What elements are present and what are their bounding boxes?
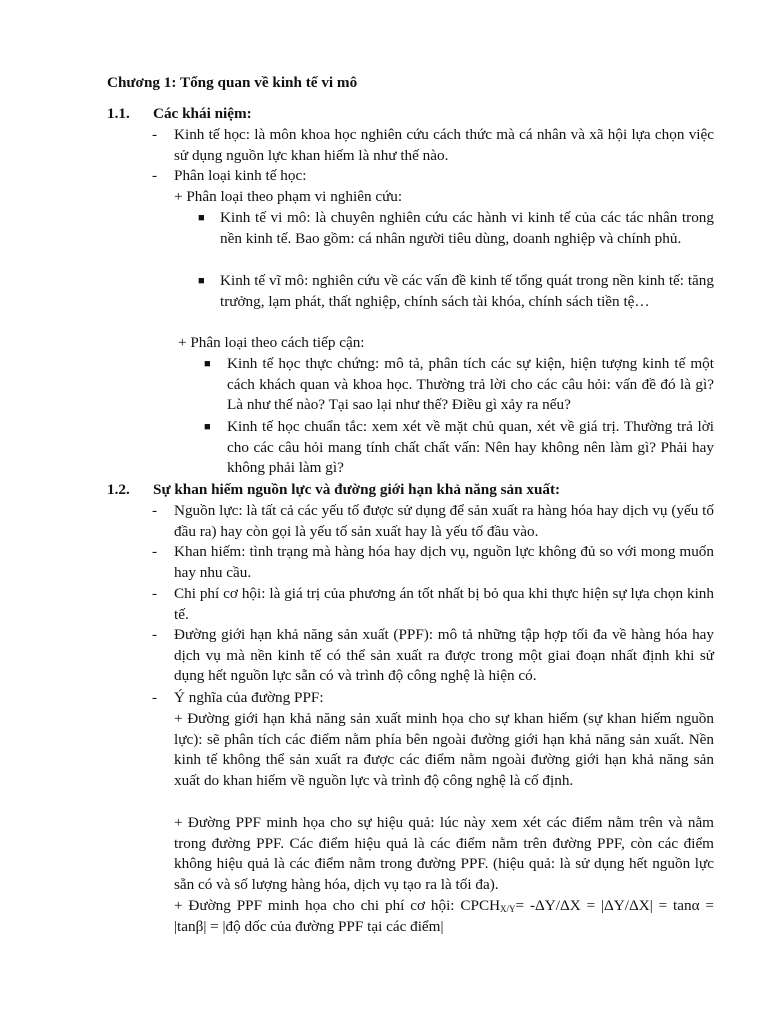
- section-heading-1-1: [107, 104, 252, 125]
- dash-marker: -: [152, 543, 158, 560]
- dash-marker: -: [152, 167, 158, 184]
- list-item: Chi phí cơ hội: là giá trị của phương án tốt nhất bị bỏ qua khi thực hiện sự lựa chọn kinh tế.: [174, 585, 714, 623]
- square-bullet-icon: ■: [198, 275, 205, 287]
- bullet-item: Kinh tế học chuẩn tắc: xem xét về mặt chủ quan, xét về giá trị. Thường trả lời cho các câu hỏi mang tính chất chất vấn: Nên hay không nên làm gì? Phải hay không phải làm gì?: [227, 418, 714, 477]
- meaning-paragraph: + Đường PPF minh họa cho sự hiệu quả: lúc này xem xét các điểm nằm trên và nằm trong đường PPF. Các điểm hiệu quả là các điểm nằm trên đường PPF, còn các điểm không hiệu quả là các điểm nằm trong đường PPF. (hiệu quả: là sử dụng hết nguồn lực sẵn có và số lượng hàng hóa, dịch vụ tạo ra là tối đa).: [174, 814, 714, 894]
- dash-marker: -: [152, 585, 158, 602]
- section-number: 1.1.: [107, 105, 130, 122]
- dash-marker: -: [152, 502, 158, 519]
- formula-prefix: + Đường PPF minh họa cho chi phí cơ hội: CPCH: [174, 897, 501, 914]
- square-bullet-icon: ■: [204, 358, 211, 370]
- list-item: Nguồn lực: là tất cả các yếu tố được sử dụng để sản xuất ra hàng hóa hay dịch vụ (yếu tố đầu ra) hay còn gọi là yếu tố sản xuất hay là yếu tố đầu vào.: [174, 502, 714, 540]
- square-bullet-icon: ■: [204, 421, 211, 433]
- dash-marker: -: [152, 689, 158, 706]
- formula-rest: = -ΔY/ΔX = |ΔY/ΔX| = tanα = |tanβ| = |độ dốc của đường PPF tại các điểm|: [174, 897, 714, 935]
- list-item: Ý nghĩa của đường PPF:: [174, 689, 324, 706]
- section-number: 1.2.: [107, 481, 130, 498]
- sub-label: + Phân loại theo cách tiếp cận:: [178, 334, 365, 351]
- list-item: Đường giới hạn khả năng sản xuất (PPF): mô tả những tập hợp tối đa về hàng hóa hay dịch vụ mà nền kinh tế có thể sản xuất ra được trong một giai đoạn nhất định khi sử dụng hết nguồn lực sẵn có và trình độ công nghệ là hiện có.: [174, 626, 714, 685]
- formula-paragraph: [174, 896, 714, 937]
- list-item: Phân loại kinh tế học:: [174, 167, 307, 184]
- dash-marker: -: [152, 126, 158, 143]
- list-item: Kinh tế học: là môn khoa học nghiên cứu cách thức mà cá nhân và xã hội lựa chọn việc sử dụng nguồn lực khan hiếm là như thế nào.: [174, 126, 714, 164]
- list-item: Khan hiếm: tình trạng mà hàng hóa hay dịch vụ, nguồn lực không đủ so với mong muốn hay nhu cầu.: [174, 543, 714, 581]
- section-title: Các khái niệm:: [153, 105, 252, 122]
- section-title: Sự khan hiếm nguồn lực và đường giới hạn khả năng sản xuất:: [153, 481, 561, 498]
- bullet-item: Kinh tế vi mô: là chuyên nghiên cứu các hành vi kinh tế của các tác nhân trong nền kinh tế. Bao gồm: cá nhân người tiêu dùng, doanh nghiệp và chính phủ.: [220, 209, 714, 247]
- chapter-title: Chương 1: Tổng quan về kinh tế vi mô: [107, 74, 358, 91]
- formula-subscript: X/Y: [500, 904, 516, 914]
- square-bullet-icon: ■: [198, 212, 205, 224]
- bullet-item: Kinh tế vĩ mô: nghiên cứu về các vấn đề kinh tế tổng quát trong nền kinh tế: tăng trưởng, lạm phát, thất nghiệp, chính sách tài khóa, chính sách tiền tệ…: [220, 272, 714, 310]
- bullet-item: Kinh tế học thực chứng: mô tả, phân tích các sự kiện, hiện tượng kinh tế một cách khách quan và khoa học. Thường trả lời cho các câu hỏi: vấn đề đó là gì? Là như thế nào? Tại sao lại như thế? Điều gì xảy ra nếu?: [227, 355, 714, 414]
- sub-label: + Phân loại theo phạm vi nghiên cứu:: [174, 188, 403, 205]
- dash-marker: -: [152, 626, 158, 643]
- meaning-paragraph: + Đường giới hạn khả năng sản xuất minh họa cho sự khan hiếm (sự khan hiếm nguồn lực): sẽ phân tích các điểm nằm phía bên ngoài đường giới hạn khả năng sản xuất. Nền kinh tế không thể sản xuất ra được các điểm nằm ngoài đường giới hạn khả năng sản xuất do khan hiếm về nguồn lực và trình độ công nghệ là cố định.: [174, 710, 714, 790]
- section-heading-1-2: [107, 480, 560, 501]
